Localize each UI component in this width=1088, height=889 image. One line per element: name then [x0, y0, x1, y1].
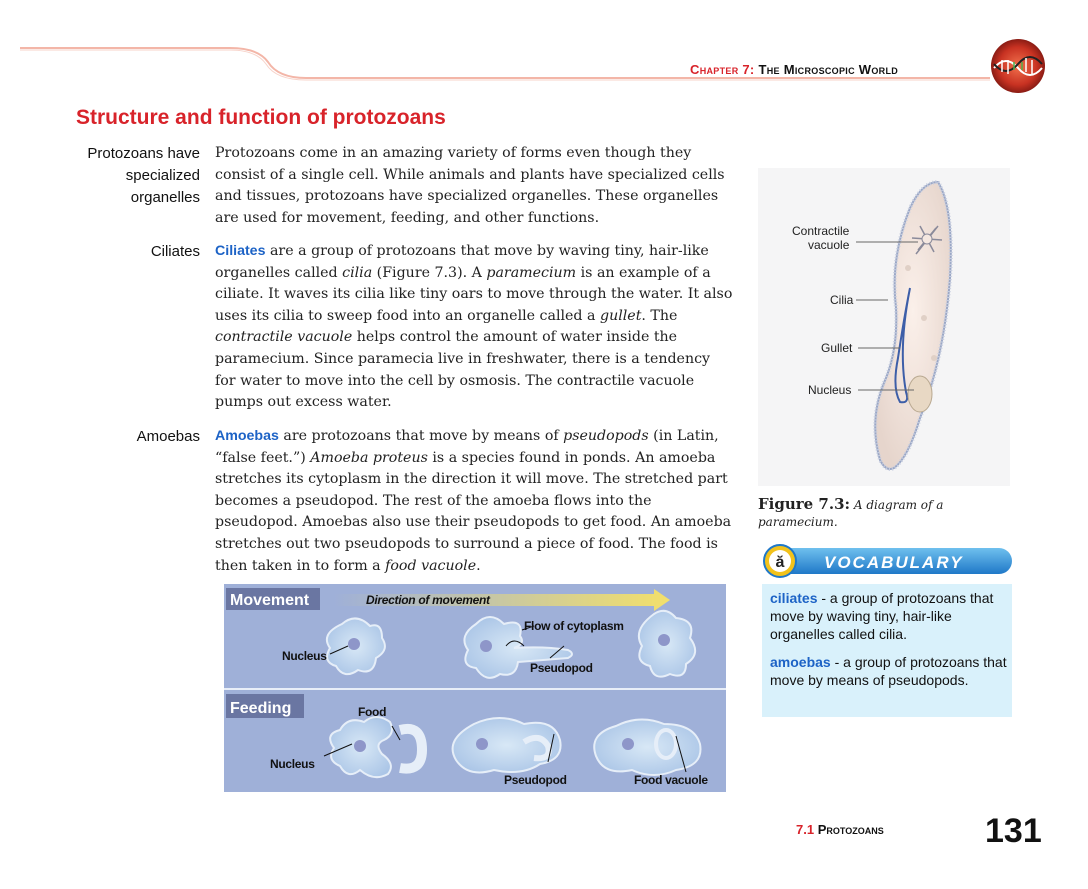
paramecium-figure — [758, 168, 1010, 486]
vocab-term: ciliates — [770, 590, 818, 606]
margin-note-ciliates: Ciliates — [150, 243, 200, 260]
vocab-definition: - a group of protozoans that move by means of pseudopods. — [770, 654, 1007, 688]
nucleus-label-2: Nucleus — [270, 757, 315, 771]
italic-food-vacuole: food vacuole — [385, 557, 477, 574]
text-segment: is an example of a ciliate. It waves its cilia like tiny oars to move through the water. It also uses its cilia to sweep food into an organelle called a — [215, 264, 733, 324]
footer-section-name: Protozoans — [817, 822, 884, 837]
direction-label: Direction of movement — [366, 593, 490, 607]
italic-amoeba-proteus: Amoeba proteus — [310, 449, 428, 466]
text-segment: helps control the amount of water inside the paramecium. Since paramecia live in freshwater, there is a tendency for water to move into the cell by osmosis. The contractile vacuole pumps out excess water. — [215, 329, 711, 411]
chapter-title: The Microscopic World — [758, 62, 899, 77]
nucleus-label-para: Nucleus — [808, 383, 852, 397]
nucleus-label-1: Nucleus — [282, 649, 327, 663]
vocab-term: amoebas — [770, 654, 831, 670]
italic-paramecium: paramecium — [486, 264, 577, 281]
vocab-entry-amoebas — [770, 653, 1010, 689]
dna-icon — [990, 38, 1046, 94]
italic-cilia: cilia — [342, 264, 373, 281]
text-segment: are a group of protozoans that move by waving tiny, hair-like organelles called — [215, 243, 709, 281]
vocabulary-badge-letter: ă — [775, 554, 785, 571]
page-number: 131 — [985, 812, 1042, 850]
nucleus-shape — [908, 376, 932, 412]
text-segment: . The — [641, 307, 678, 324]
amoeba-figure — [224, 584, 726, 792]
amoeba-nucleus-1 — [348, 638, 360, 650]
contractile-label-2: vacuole — [808, 238, 850, 252]
vocab-definition: - a group of protozoans that move by waving tiny, hair-like organelles called cilia. — [770, 590, 994, 642]
pseudopod-label-2: Pseudopod — [504, 773, 567, 787]
italic-contractile-vacuole: contractile vacuole — [215, 329, 353, 346]
text-segment: is a species found in ponds. An amoeba stretches its cytoplasm in the direction it will move. The stretched part becomes a pseudopod. The rest of the amoeba flows into the pseudopod. Amoebas also use their pseudopods to get food. An amoeba stretches out two pseudopods to surround a piece of food. The food is then taken in to form a — [215, 449, 732, 574]
term-amoebas: Amoebas — [215, 428, 279, 444]
chapter-heading — [690, 62, 898, 77]
text-segment: (Figure 7.3). A — [372, 264, 487, 281]
amoebas-paragraph — [215, 426, 735, 577]
text-segment: . — [476, 557, 481, 574]
italic-pseudopods: pseudopods — [563, 428, 649, 444]
intro-paragraph: Protozoans come in an amazing variety of forms even though they consist of a single cell. While animals and plants have specialized cells and tissues, protozoans have specialized organelles. These organelles are used for movement, feeding, and other functions. — [215, 145, 725, 226]
pseudopod-label-1: Pseudopod — [530, 661, 593, 675]
food-label: Food — [358, 705, 387, 719]
feeding-nucleus-2 — [476, 738, 488, 750]
ciliates-paragraph — [215, 241, 735, 414]
footer-section-number: 7.1 — [796, 822, 815, 837]
cilia-label: Cilia — [830, 293, 854, 307]
text-segment: (in Latin, “false feet.”) — [215, 428, 719, 466]
text-segment: are protozoans that move by means of — [278, 428, 564, 444]
header-rule — [0, 0, 1088, 100]
flow-label: Flow of cytoplasm — [524, 619, 624, 633]
vocabulary-banner — [760, 544, 1016, 580]
figure-caption — [758, 496, 1008, 531]
margin-note-specialized: Protozoans have specialized organelles — [87, 145, 200, 206]
vocabulary-heading: VOCABULARY — [824, 553, 964, 572]
feeding-nucleus-3 — [622, 738, 634, 750]
feeding-label: Feeding — [230, 700, 292, 717]
margin-note-amoebas: Amoebas — [136, 428, 200, 445]
section-title: Structure and function of protozoans — [76, 106, 446, 129]
italic-gullet: gullet — [600, 307, 642, 324]
food-vacuole-label: Food vacuole — [634, 773, 708, 787]
chapter-number: Chapter 7: — [690, 62, 755, 77]
contractile-label-1: Contractile — [792, 224, 850, 238]
vocab-entry-ciliates — [770, 589, 1010, 643]
gullet-label: Gullet — [821, 341, 853, 355]
movement-label: Movement — [230, 592, 310, 609]
amoeba-nucleus-2 — [480, 640, 492, 652]
amoeba-nucleus-3 — [658, 634, 670, 646]
feeding-nucleus-1 — [354, 740, 366, 752]
figure-caption-text: A diagram of a paramecium. — [758, 498, 944, 529]
footer-section — [796, 822, 884, 837]
term-ciliates: Ciliates — [215, 243, 266, 259]
figure-caption-label: Figure 7.3: — [758, 495, 851, 513]
